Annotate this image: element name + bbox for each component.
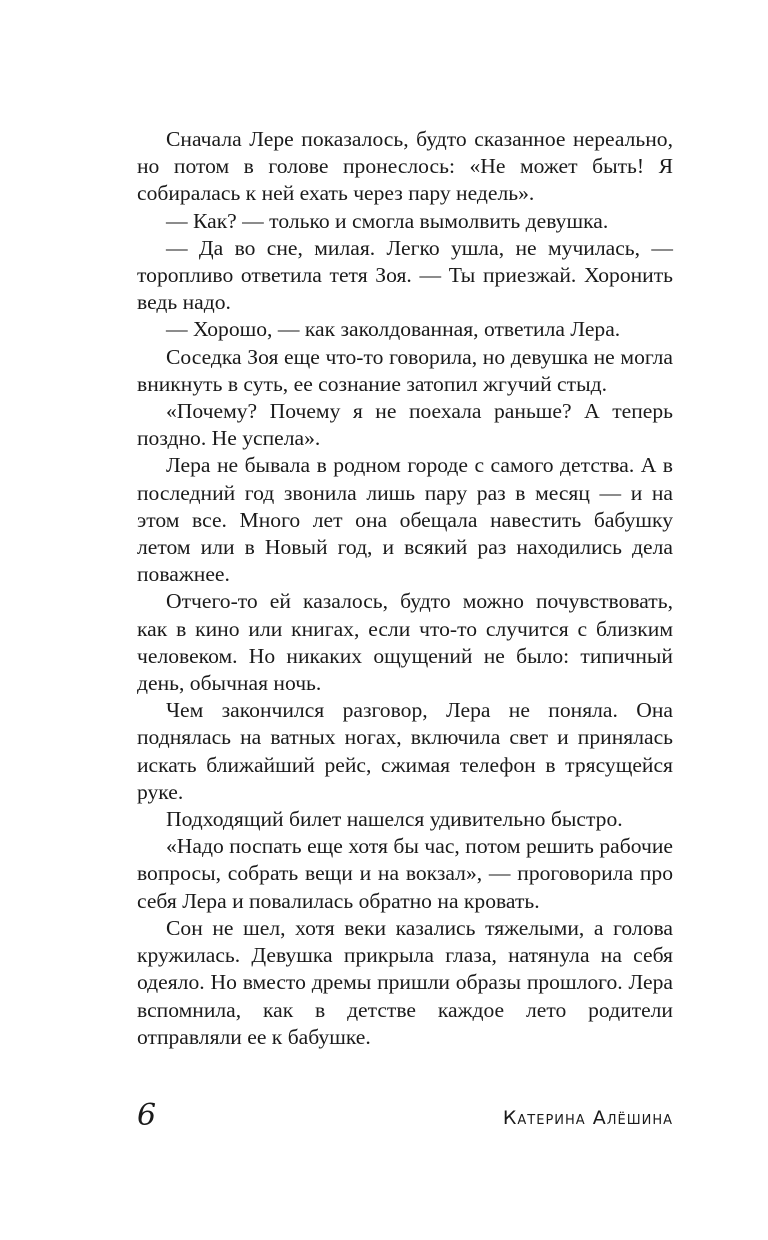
page-body xyxy=(137,126,673,1051)
paragraph: Лера не бывала в родном городе с самого детства. А в последний год звонила лишь пару раз в месяц — и на этом все. Много лет она обещала навестить бабушку летом или в Новый год, и всякий раз находились дела поважнее. xyxy=(137,453,673,587)
paragraph: Соседка Зоя еще что-то говорила, но девушка не могла вникнуть в суть, ее сознание затопил жгучий стыд. xyxy=(137,344,673,396)
paragraph: Сначала Лере показалось, будто сказанное нереально, но потом в голове пронеслось: «Не может быть! Я собиралась к ней ехать через пару недель». xyxy=(137,127,673,206)
page-number: 6 xyxy=(137,1098,157,1133)
paragraph: Чем закончился разговор, Лера не поняла. Она поднялась на ватных ногах, включила свет и принялась искать ближайший рейс, сжимая телефон в трясущейся руке. xyxy=(137,698,673,804)
paragraph: «Надо поспать еще хотя бы час, потом решить рабочие вопросы, собрать вещи и на вокзал», — проговорила про себя Лера и повалилась обратно на кровать. xyxy=(137,834,673,913)
running-head-author: Катерина Алёшина xyxy=(502,1107,673,1129)
paragraph: — Как? — только и смогла вымолвить девушка. xyxy=(166,208,609,233)
paragraph: «Почему? Почему я не поехала раньше? А теперь поздно. Не успела». xyxy=(137,399,673,451)
paragraph: Отчего-то ей казалось, будто можно почувствовать, как в кино или книгах, если что-то случится с близким человеком. Но никаких ощущений не было: типичный день, обычная ночь. xyxy=(137,589,673,696)
paragraph: Сон не шел, хотя веки казались тяжелыми, а голова кружилась. Девушка прикрыла глаза, натянула на себя одеяло. Но вместо дремы пришли образы прошлого. Лера вспомнила, как в детстве каждое лето родители отправляли ее к бабушке. xyxy=(137,915,673,1049)
paragraph: — Хорошо, — как заколдованная, ответила Лера. xyxy=(166,317,621,342)
paragraph: Подходящий билет нашелся удивительно быстро. xyxy=(166,807,623,832)
page-footer xyxy=(137,1098,673,1138)
paragraph: — Да во сне, милая. Легко ушла, не мучилась, — торопливо ответила тетя Зоя. — Ты приезжай. Хоронить ведь надо. xyxy=(137,235,673,315)
